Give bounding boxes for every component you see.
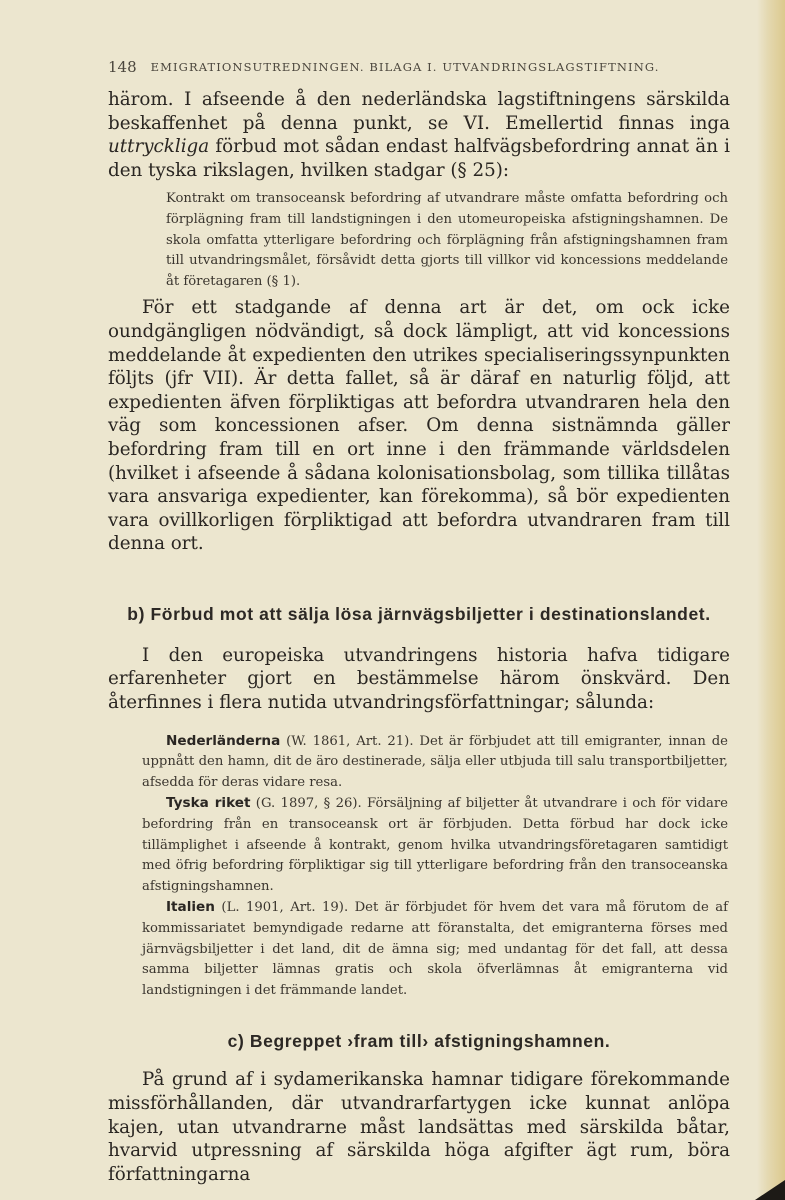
page-number: 148	[108, 58, 137, 76]
law-germany	[108, 793, 730, 897]
section-c-title: Begreppet ›fram till› afstigningshamnen.	[249, 1031, 611, 1052]
section-b-heading	[108, 604, 730, 625]
section-b-mark: b)	[127, 603, 146, 624]
paragraph-harom-italic: uttryckliga	[108, 136, 210, 158]
section-b-intro: I den europeiska utvandringens historia hafva tidigare erfarenheter gjort en bestämmelse härom önskvärd. Den återfinnes i flera nutida utvandringsförfattningar; sålunda:	[108, 644, 730, 714]
law-italy	[108, 897, 730, 1001]
law-germany-text: (G. 1897, § 26). Försäljning af biljetter åt utvandrare i och för vidare befordring från en transoceansk ort är förbjuden. Detta förbud har dock icke tillämplighet i afseende å kontrakt, genom hvilka utvandringsföretagaren samtidigt med öfrig befordring förpliktigar sig till ytterligare befordring från den transoceanska afstigningshamnen.	[142, 796, 728, 894]
section-c-heading	[108, 1031, 730, 1052]
law-germany-country: Tyska riket	[166, 795, 251, 812]
law-netherlands	[108, 731, 730, 794]
section-c-paragraph: På grund af i sydamerikanska hamnar tidigare förekommande missförhållanden, där utvandrarfartygen icke kunnat anlöpa kajen, utan utvandrarne måst landsättas med särskilda båtar, hvarvid utpressning af särskilda höga afgifter ägt rum, böra författningarna	[108, 1069, 730, 1185]
page-corner	[755, 1180, 785, 1200]
section-b-title: Förbud mot att sälja lösa järnvägsbiljetter i destinationslandet.	[150, 603, 711, 624]
paragraph-harom	[108, 88, 730, 182]
running-head	[108, 58, 730, 88]
law-netherlands-country: Nederländerna	[166, 732, 281, 749]
law-italy-country: Italien	[166, 899, 215, 916]
quote-german-law: Kontrakt om transoceansk befordring af utvandrare måste omfatta befordring och förplägning fram till landstigningen i den utomeuropeiska afstigningshamnen. De skola omfatta ytterligare befordring och förplägning från afstigningshamnen fram till utvandringsmålet, försåvidt detta gjorts till villkor vid koncessions meddelande åt företagaren (§ 1).	[166, 191, 728, 289]
law-italy-text: (L. 1901, Art. 19). Det är förbjudet för hvem det vara må förutom de af kommissariatet bemyndigade redarne att föranstalta, det emigranterna förses med järnvägsbiljetter i det land, dit de ämna sig; med undantag för det fall, att dessa samma biljetter lämnas gratis och skola öfverlämnas åt emigranterna vid landstigningen i det främmande landet.	[142, 900, 728, 998]
page-content	[108, 58, 730, 1186]
paragraph-stadgande: För ett stadgande af denna art är det, om ock icke oundgängligen nödvändigt, så dock lämpligt, att vid koncessions meddelande åt expedienten den utrikes specialiseringssynpunkten följts (jfr VII). Är detta fallet, så är däraf en naturlig följd, att expedienten äfven förpliktigas att befordra utvandraren hela den väg som koncessionen afser. Om denna sistnämnda gäller befordring fram till en ort inne i den främmande världsdelen (hvilket i afseende å sådana kolonisationsbolag, som tillika tillåtas vara ansvariga expedienter, kan förekomma), så bör expedienten vara ovillkorligen förpliktigad att befordra utvandraren fram till denna ort.	[108, 297, 730, 555]
paragraph-harom-part2: förbud mot sådan endast halfvägsbefordring annat än i den tyska rikslagen, hvilken stadgar (§ 25):	[108, 136, 730, 181]
section-c-mark: c)	[227, 1031, 245, 1052]
paragraph-harom-part1: härom. I afseende å den nederländska lagstiftningens särskilda beskaffenhet på denna punkt, se VI. Emellertid finnas inga	[108, 89, 730, 134]
running-head-title: EMIGRATIONSUTREDNINGEN. BILAGA I. UTVANDRINGSLAGSTIFTNING.	[150, 60, 660, 74]
page-edge-shadow	[757, 0, 785, 1200]
law-netherlands-text: (W. 1861, Art. 21). Det är förbjudet att till emigranter, innan de uppnått den hamn, dit de äro destinerade, sälja eller utbjuda till salu transportbiljetter, afsedda för deras vidare resa.	[142, 733, 728, 790]
